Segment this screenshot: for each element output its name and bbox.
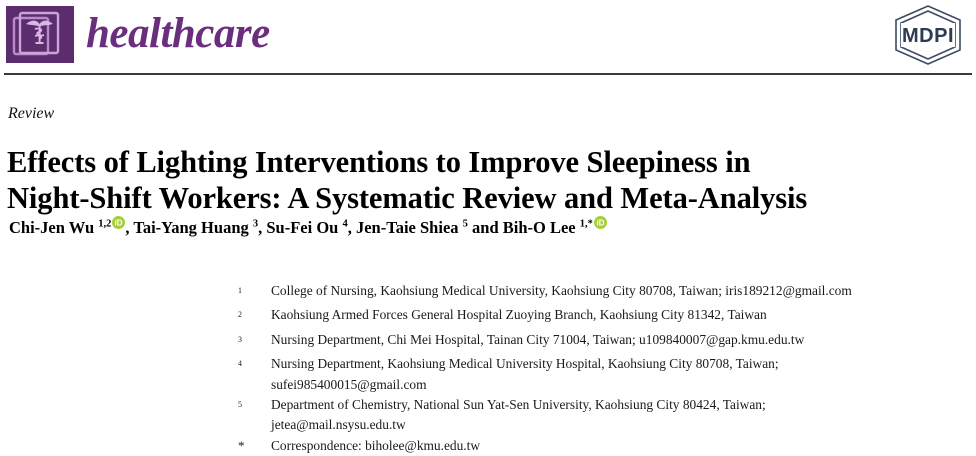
masthead-divider — [4, 73, 972, 75]
affiliation-text — [271, 305, 976, 325]
affiliation-text-continuation: sufei985400015@gmail.com — [271, 376, 427, 392]
affiliation-text-main: Nursing Department, Kaohsiung Medical University Hospital, Kaohsiung City 80708, Taiwan; — [271, 356, 779, 372]
mdpi-hexagon-logo — [886, 4, 970, 66]
affiliation-text — [271, 330, 976, 350]
author-affiliation-marker: 5 — [462, 218, 468, 230]
author-name: Chi-Jen Wu — [9, 218, 99, 237]
author-name: Tai-Yang Huang — [133, 218, 253, 237]
affiliation-marker: * — [238, 437, 245, 453]
affiliation-marker: 5 — [238, 399, 242, 409]
affiliation-text-main: Correspondence: biholee@kmu.edu.tw — [271, 437, 481, 453]
journal-title-wordmark: healthcare — [86, 10, 270, 57]
affiliation-text — [271, 281, 976, 301]
journal-book-caduceus-icon — [6, 6, 74, 63]
author-separator: and — [467, 218, 503, 237]
affiliation-text-main: College of Nursing, Kaohsiung Medical University, Kaohsiung City 80708, Taiwan; iris189212@gmail.com — [271, 283, 852, 298]
affiliation-marker: 1 — [238, 286, 242, 295]
affiliation-text — [271, 436, 976, 456]
author-separator: , — [347, 218, 356, 237]
author-separator: , — [258, 218, 267, 237]
title-line-2: Night-Shift Workers: A Systematic Review and Meta-Analysis — [7, 181, 808, 216]
author-list — [9, 217, 969, 239]
affiliation-marker: 4 — [238, 359, 242, 369]
svg-text:iD: iD — [596, 218, 605, 228]
svg-text:MDPI: MDPI — [902, 25, 954, 47]
affiliation-row — [238, 436, 976, 456]
author-name: Su-Fei Ou — [266, 218, 343, 237]
journal-masthead — [0, 0, 976, 74]
affiliation-text — [271, 395, 976, 436]
affiliation-list — [238, 281, 976, 456]
article-type-label: Review — [8, 105, 55, 122]
author-separator: , — [125, 218, 134, 237]
affiliation-row — [238, 395, 976, 436]
author-affiliation-marker: 3 — [252, 218, 259, 230]
affiliation-text-main: Nursing Department, Chi Mei Hospital, Tainan City 71004, Taiwan; u109840007@gap.kmu.edu.tw — [271, 331, 805, 347]
author-affiliation-marker: 1,2 — [98, 218, 112, 230]
affiliation-row — [238, 281, 976, 305]
affiliation-text-main: Department of Chemistry, National Sun Yat-Sen University, Kaohsiung City 80424, Taiwan; — [271, 396, 766, 412]
affiliation-text-main: Kaohsiung Armed Forces General Hospital Zuoying Branch, Kaohsiung City 81342, Taiwan — [271, 307, 767, 323]
title-line-1: Effects of Lighting Interventions to Improve Sleepiness in — [7, 145, 751, 180]
page-title — [7, 144, 969, 216]
author-name: Jen-Taie Shiea — [355, 218, 463, 237]
author-name: Bih-O Lee — [502, 218, 580, 237]
affiliation-marker: 3 — [238, 334, 242, 344]
author-affiliation-marker: 1,* — [579, 218, 593, 230]
orcid-id-icon[interactable] — [594, 216, 607, 229]
affiliation-marker: 2 — [238, 310, 242, 320]
svg-text:iD: iD — [114, 218, 123, 228]
affiliation-row — [238, 354, 976, 395]
affiliation-row — [238, 305, 976, 329]
affiliation-row — [238, 330, 976, 354]
orcid-id-icon[interactable] — [112, 216, 125, 229]
affiliation-text-continuation: jetea@mail.nsysu.edu.tw — [271, 417, 406, 433]
author-affiliation-marker: 4 — [342, 218, 348, 230]
affiliation-text — [271, 354, 976, 395]
